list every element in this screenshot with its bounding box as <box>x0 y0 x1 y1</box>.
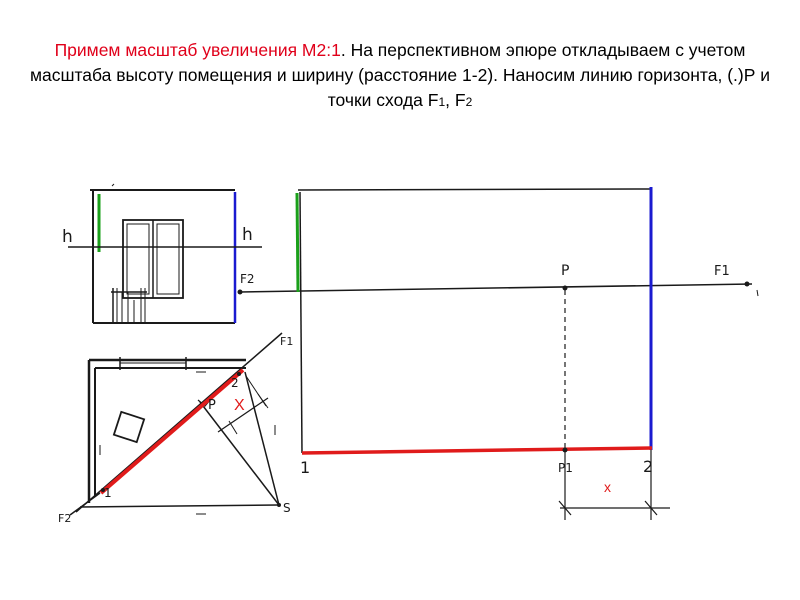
elevation-tick <box>112 184 114 186</box>
title-scale-text: Примем масштаб увеличения М2:1 <box>54 40 341 60</box>
persp-top-edge <box>298 189 652 190</box>
title-f1-subscript: 1 <box>438 95 446 109</box>
title-body-text: . На перспективном эпюре откладываем с учетом масштаба высоту помещения и ширину (расстояние 1-2). Наносим линию горизонта, (.)Р и точки схода F <box>29 40 771 110</box>
label-p-persp: P <box>561 263 570 279</box>
label-x-plan: X <box>234 397 245 414</box>
window-right-pane <box>157 224 179 294</box>
elevation-view <box>68 184 262 323</box>
plan-line-to-f2 <box>70 493 100 515</box>
label-p-plan: P <box>208 398 216 413</box>
perspective-view <box>240 189 758 520</box>
label-f2-elevation: F2 <box>240 272 255 286</box>
persp-point-f1 <box>745 282 750 287</box>
label-h-left: h <box>62 227 73 247</box>
label-p1-persp: P1 <box>558 461 573 475</box>
persp-horizon-line <box>240 284 752 292</box>
label-f1-persp: F1 <box>714 264 730 279</box>
persp-left-edge <box>300 192 302 453</box>
label-1-plan: 1 <box>104 486 112 500</box>
label-x-persp: x <box>604 479 611 495</box>
label-2-plan: 2 <box>231 376 239 390</box>
label-1-persp: 1 <box>300 458 311 477</box>
plan-point-s <box>277 503 281 507</box>
plan-picture-plane <box>245 372 279 505</box>
window-left-pane <box>127 224 149 294</box>
label-f2-plan: F2 <box>58 512 72 525</box>
title-separator: , F <box>445 90 466 110</box>
persp-green-height <box>297 193 298 292</box>
x-dim-tick-2 <box>229 421 237 434</box>
x-dim-tick-1 <box>258 394 268 408</box>
persp-point-p1 <box>563 448 568 453</box>
persp-red-width-1-2 <box>302 448 652 453</box>
persp-right-mark <box>757 290 758 296</box>
plan-view <box>70 333 282 515</box>
label-2-persp: 2 <box>643 457 654 476</box>
label-h-right: h <box>242 225 253 245</box>
label-f1-plan: F1 <box>280 335 294 348</box>
title-f2-subscript: 2 <box>465 95 473 109</box>
label-s-plan: S <box>283 501 291 515</box>
plan-bottom-line <box>80 505 278 507</box>
plan-table <box>114 412 144 442</box>
persp-point-p <box>563 286 568 291</box>
